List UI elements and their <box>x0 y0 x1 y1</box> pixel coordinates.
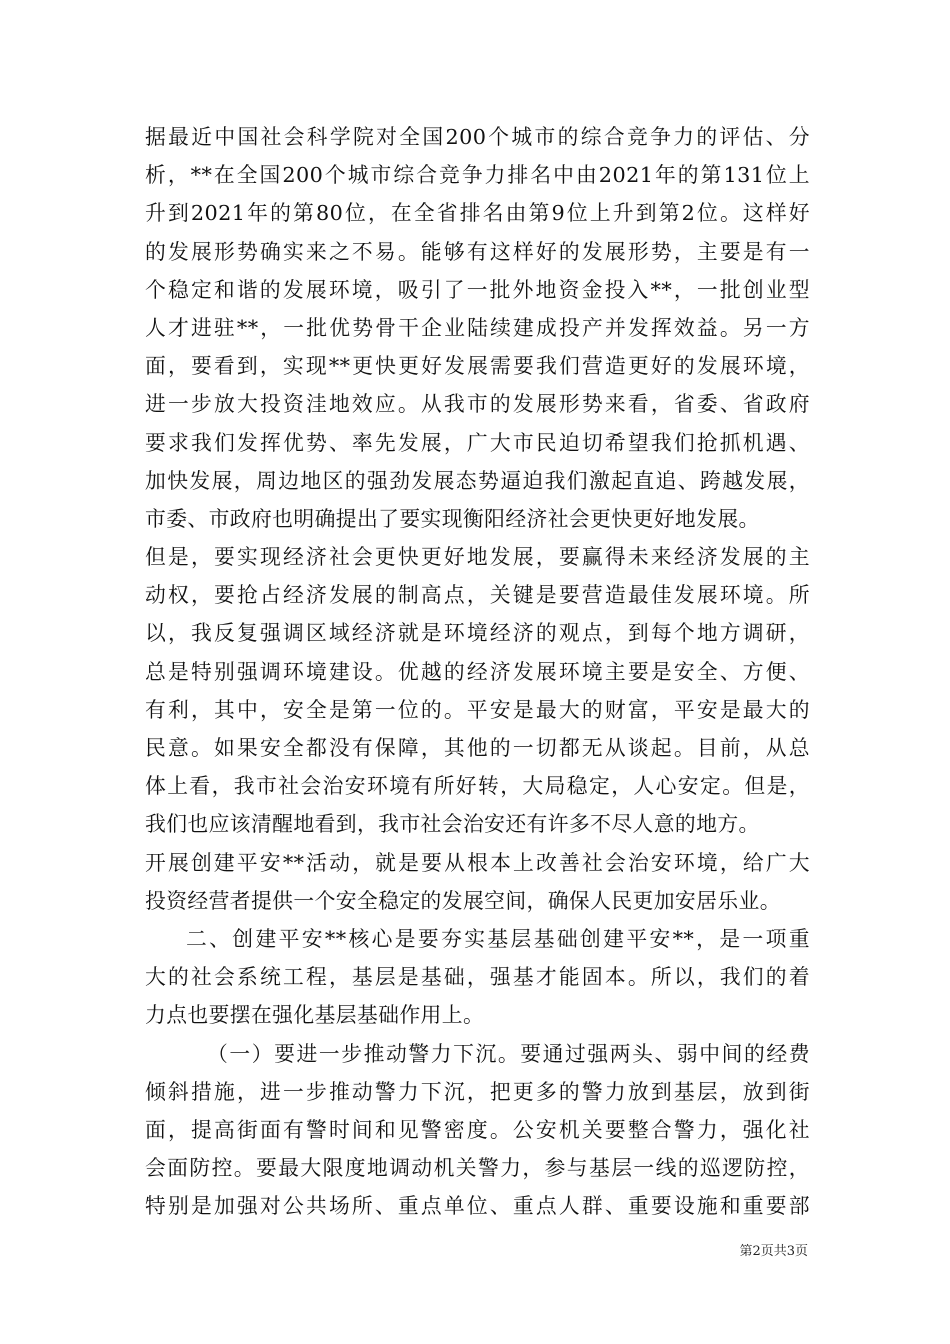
text-line: 面，提高街面有警时间和见警密度。公安机关要整合警力，强化社 <box>145 1117 810 1142</box>
text-line: 倾斜措施，进一步推动警力下沉，把更多的警力放到基层，放到街 <box>145 1079 810 1104</box>
text-line: 总是特别强调环境建设。优越的经济发展环境主要是安全、方便、 <box>145 659 810 684</box>
text-line: 进一步放大投资洼地效应。从我市的发展形势来看，省委、省政府 <box>145 392 810 417</box>
text-line: 加快发展，周边地区的强劲发展态势逼迫我们激起直追、跨越发展， <box>145 468 810 493</box>
text-line: 个稳定和谐的发展环境，吸引了一批外地资金投入**，一批创业型 <box>145 277 810 302</box>
text-line: 有利，其中，安全是第一位的。平安是最大的财富，平安是最大的 <box>145 697 810 722</box>
text-line: 面，要看到，实现**更快更好发展需要我们营造更好的发展环境， <box>145 354 810 379</box>
text-line: 据最近中国社会科学院对全国200个城市的综合竞争力的评估、分 <box>145 125 810 149</box>
text-line: 升到2021年的第80位，在全省排名由第9位上升到第2位。这样好 <box>145 201 810 226</box>
text-line: 市委、市政府也明确提出了要实现衡阳经济社会更快更好地发展。 <box>145 506 760 531</box>
text-line: 我们也应该清醒地看到，我市社会治安还有许多不尽人意的地方。 <box>145 812 760 837</box>
subsection-heading-line: （一）要进一步推动警力下沉。要通过强两头、弱中间的经费 <box>207 1041 810 1066</box>
text-line: 体上看，我市社会治安环境有所好转，大局稳定，人心安定。但是， <box>145 774 810 799</box>
text-line: 析，**在全国200个城市综合竞争力排名中由2021年的第131位上 <box>145 163 810 188</box>
text-line: 民意。如果安全都没有保障，其他的一切都无从谈起。目前，从总 <box>145 736 810 760</box>
page-number: 第2页共3页 <box>739 1244 808 1259</box>
text-line: 但是，要实现经济社会更快更好地发展，要赢得未来经济发展的主 <box>145 545 810 570</box>
text-line: 的发展形势确实来之不易。能够有这样好的发展形势，主要是有一 <box>145 239 810 264</box>
document-body <box>145 118 810 1225</box>
text-line: 力点也要摆在强化基层基础作用上。 <box>145 1003 485 1028</box>
text-line: 大的社会系统工程，基层是基础，强基才能固本。所以，我们的着 <box>145 965 810 990</box>
text-line: 要求我们发挥优势、率先发展，广大市民迫切希望我们抢抓机遇、 <box>145 430 810 455</box>
text-line: 开展创建平安**活动，就是要从根本上改善社会治安环境，给广大 <box>145 850 810 875</box>
text-line: 动权，要抢占经济发展的制高点，关键是要营造最佳发展环境。所 <box>145 583 810 608</box>
section-heading-line: 二、创建平安**核心是要夯实基层基础创建平安**，是一项重 <box>186 926 810 951</box>
text-line: 人才进驻**，一批优势骨干企业陆续建成投产并发挥效益。另一方 <box>145 315 810 340</box>
text-line: 特别是加强对公共场所、重点单位、重点人群、重要设施和重要部 <box>145 1194 810 1219</box>
text-line: 以，我反复强调区域经济就是环境经济的观点，到每个地方调研， <box>145 621 810 646</box>
text-line: 会面防控。要最大限度地调动机关警力，参与基层一线的巡逻防控， <box>145 1156 810 1181</box>
text-line: 投资经营者提供一个安全稳定的发展空间，确保人民更加安居乐业。 <box>145 888 781 913</box>
